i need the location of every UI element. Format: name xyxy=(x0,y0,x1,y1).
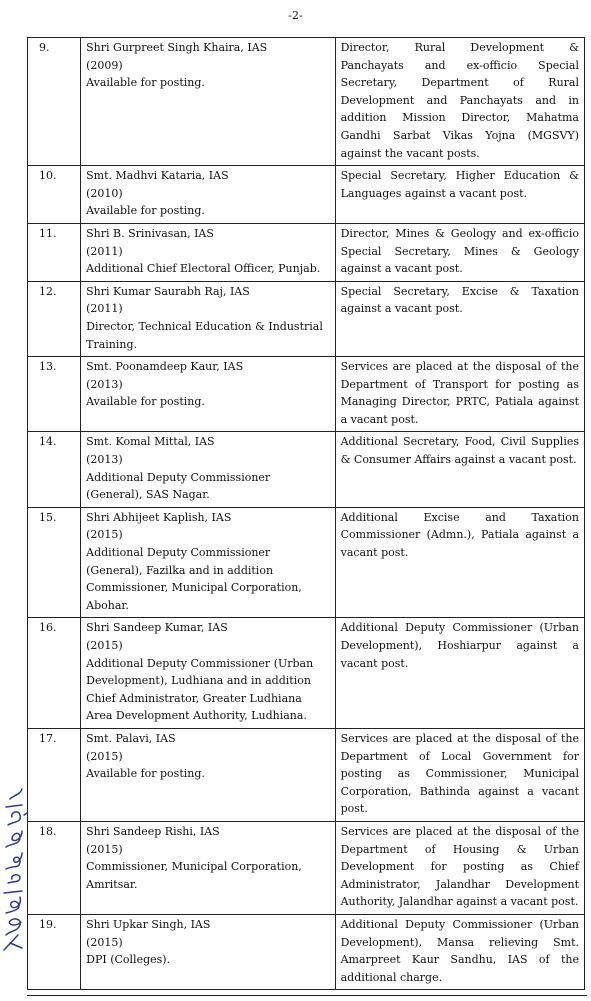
officer-name: Smt. Madhvi Kataria, IAS xyxy=(86,169,229,183)
new-posting xyxy=(335,166,584,224)
present-posting: Director, Technical Education & Industrial Training. xyxy=(86,319,323,351)
batch-year: (2011) xyxy=(86,302,123,316)
table-row xyxy=(28,728,585,821)
officer-cell xyxy=(81,821,335,914)
present-posting: DPI (Colleges). xyxy=(86,953,171,967)
serial-number: 19. xyxy=(28,914,81,989)
batch-year: (2011) xyxy=(86,244,123,258)
new-posting xyxy=(335,223,584,281)
present-posting: Commissioner, Municipal Corporation, Amritsar. xyxy=(86,860,302,891)
new-posting-text: Director, Mines & Geology and ex-officio Special Secretary, Mines & Geology against a vacant post. xyxy=(340,226,579,276)
new-posting xyxy=(335,432,584,507)
table-row xyxy=(28,281,585,356)
batch-year: (2015) xyxy=(86,842,123,856)
new-posting-text: Special Secretary, Excise & Taxation against a vacant post. xyxy=(340,284,579,316)
new-posting xyxy=(335,357,584,432)
present-posting: Additional Deputy Commissioner (General), SAS Nagar. xyxy=(86,470,271,502)
new-posting xyxy=(335,914,584,989)
batch-year: (2015) xyxy=(86,639,123,652)
present-posting: Additional Deputy Commissioner (General), Fazilka and in addition Commissioner, Municipal Corporation, Abohar. xyxy=(86,546,302,612)
officer-cell xyxy=(81,728,335,821)
present-posting: Available for posting. xyxy=(86,395,205,409)
officer-name: Shri Sandeep Kumar, IAS xyxy=(86,621,228,635)
serial-number: 13. xyxy=(28,357,81,432)
officer-name: Smt. Komal Mittal, IAS xyxy=(86,435,215,449)
new-posting-text: Additional Secretary, Food, Civil Supplies & Consumer Affairs against a vacant post. xyxy=(340,435,579,467)
serial-number: 9. xyxy=(28,38,81,166)
serial-number: 14. xyxy=(28,432,81,507)
officer-cell xyxy=(81,281,335,356)
serial-number: 17. xyxy=(28,728,81,821)
new-posting xyxy=(335,821,584,914)
officer-cell xyxy=(81,432,335,507)
table-row xyxy=(28,223,585,281)
batch-year: (2015) xyxy=(86,528,123,542)
new-posting-text: Additional Deputy Commissioner (Urban Development), Hoshiarpur against a vacant post. xyxy=(340,621,579,670)
new-posting-text: Additional Deputy Commissioner (Urban Development), Mansa relieving Smt. Amarpreet Kaur Sandhu, IAS of the additional charge. xyxy=(340,917,579,984)
new-posting xyxy=(335,507,584,618)
table-row xyxy=(28,357,585,432)
present-posting: Available for posting. xyxy=(86,767,205,781)
batch-year: (2010) xyxy=(86,186,123,200)
officer-name: Shri B. Srinivasan, IAS xyxy=(86,226,214,240)
officer-cell xyxy=(81,357,335,432)
table-row xyxy=(28,914,585,989)
serial-number: 18. xyxy=(28,821,81,914)
present-posting: Available for posting. xyxy=(86,76,205,90)
batch-year: (2015) xyxy=(86,935,123,949)
new-posting xyxy=(335,728,584,821)
officer-name: Shri Kumar Saurabh Raj, IAS xyxy=(86,284,250,298)
serial-number: 10. xyxy=(28,166,81,224)
table-row xyxy=(28,821,585,914)
officer-cell xyxy=(81,166,335,224)
new-posting xyxy=(335,618,584,729)
posting-orders-table xyxy=(27,37,585,990)
new-posting xyxy=(335,281,584,356)
officer-cell xyxy=(81,507,335,618)
table-row xyxy=(28,38,585,166)
officer-name: Shri Abhijeet Kaplish, IAS xyxy=(86,510,232,524)
officer-cell xyxy=(81,618,335,729)
serial-number: 12. xyxy=(28,281,81,356)
serial-number: 16. xyxy=(28,618,81,729)
present-posting: Available for posting. xyxy=(86,204,205,218)
officer-cell xyxy=(81,223,335,281)
serial-number: 15. xyxy=(28,507,81,618)
present-posting: Additional Deputy Commissioner (Urban Development), Ludhiana and in addition Chief Administrator, Greater Ludhiana Area Development Authority, Ludhiana. xyxy=(86,656,314,723)
batch-year: (2013) xyxy=(86,453,123,467)
officer-name: Shri Sandeep Rishi, IAS xyxy=(86,824,220,838)
officer-name: Smt. Poonamdeep Kaur, IAS xyxy=(86,360,244,374)
officer-name: Shri Gurpreet Singh Khaira, IAS xyxy=(86,41,268,54)
handwritten-signature xyxy=(0,785,28,955)
table-row xyxy=(28,432,585,507)
officer-cell xyxy=(81,914,335,989)
page-number: -2- xyxy=(288,9,303,22)
table-row xyxy=(28,507,585,618)
batch-year: (2013) xyxy=(86,377,123,391)
officer-cell xyxy=(81,38,335,166)
table-row xyxy=(28,166,585,224)
table-row xyxy=(28,618,585,729)
new-posting-text: Services are placed at the disposal of the Department of Transport for posting as Managing Director, PRTC, Patiala against a vacant post. xyxy=(340,360,579,426)
serial-number: 11. xyxy=(28,223,81,281)
present-posting: Additional Chief Electoral Officer, Punjab. xyxy=(86,262,321,276)
new-posting-text: Services are placed at the disposal of the Department of Housing & Urban Development for posting as Chief Administrator, Jalandhar Development Authority, Jalandhar against a vacant post. xyxy=(340,824,579,909)
new-posting-text: Services are placed at the disposal of the Department of Local Government for posting as Commissioner, Municipal Corporation, Bathinda against a vacant post. xyxy=(340,731,579,816)
new-posting xyxy=(335,38,584,166)
new-posting-text: Special Secretary, Higher Education & Languages against a vacant post. xyxy=(340,169,579,200)
officer-name: Smt. Palavi, IAS xyxy=(86,731,176,745)
bottom-rule xyxy=(27,995,587,996)
batch-year: (2009) xyxy=(86,58,123,72)
officer-name: Shri Upkar Singh, IAS xyxy=(86,917,211,931)
new-posting-text: Additional Excise and Taxation Commissioner (Admn.), Patiala against a vacant post. xyxy=(340,510,579,560)
new-posting-text: Director, Rural Development & Panchayats and ex-officio Special Secretary, Department of Rural Development and Panchayats and in addition Mission Director, Mahatma Gandhi Sarbat Vikas Yojna (MGSVY) against the vacant posts. xyxy=(340,41,579,160)
batch-year: (2015) xyxy=(86,749,123,763)
